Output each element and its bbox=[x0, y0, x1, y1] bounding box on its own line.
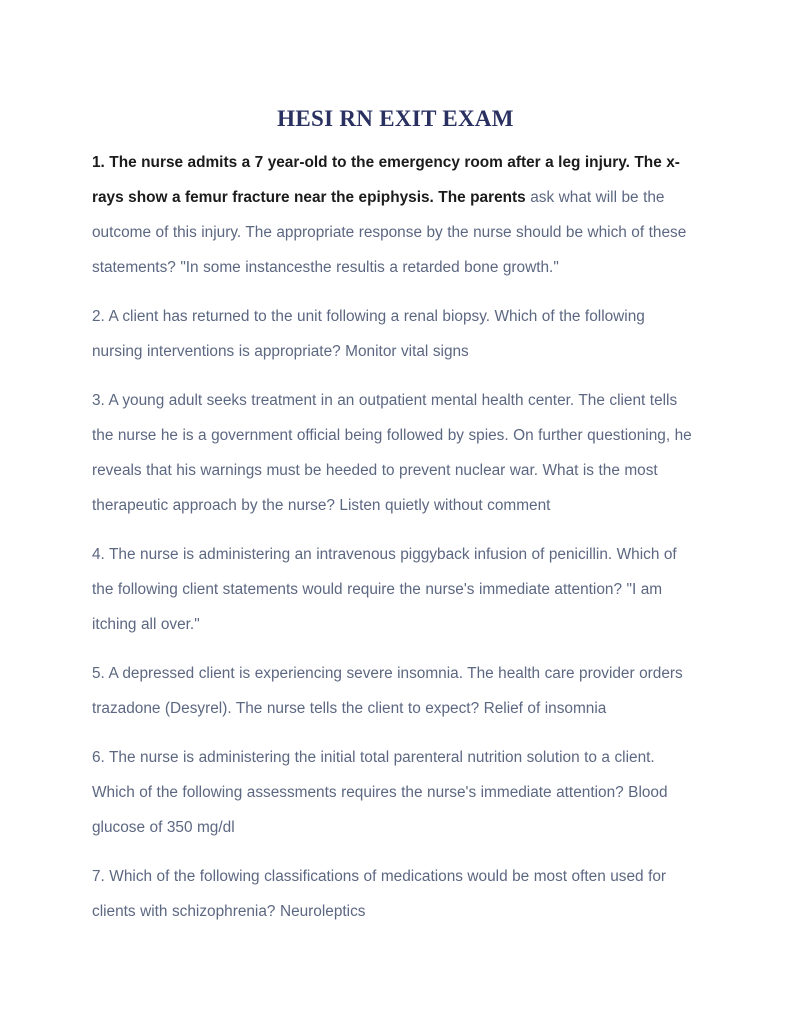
question-lead-text: 1. The nurse admits a 7 year-old to the emergency room after a leg injury. The x-rays show a femur fracture near the epiphysis. The parents bbox=[92, 154, 680, 206]
question-body-text: 2. A client has returned to the unit following a renal biopsy. Which of the following nursing interventions is appropriate? Monitor vital signs bbox=[92, 308, 645, 360]
question-item bbox=[92, 145, 696, 285]
question-item bbox=[92, 299, 696, 369]
question-body-text: 6. The nurse is administering the initial total parenteral nutrition solution to a client. Which of the following assessments requires the nurse's immediate attention? Blood glucose of 350 mg/dl bbox=[92, 749, 668, 836]
page-title: HESI RN EXIT EXAM bbox=[277, 106, 514, 132]
question-item bbox=[92, 859, 696, 929]
question-body-text: ask what will be the outcome of this injury. The appropriate response by the nurse should be which of these statements? "In some instancesthe resultis a retarded bone growth." bbox=[92, 189, 687, 276]
question-list bbox=[92, 145, 696, 929]
question-body-text: 7. Which of the following classifications of medications would be most often used for clients with schizophrenia? Neuroleptics bbox=[92, 868, 667, 920]
question-item bbox=[92, 740, 696, 845]
question-body-text: 3. A young adult seeks treatment in an outpatient mental health center. The client tells the nurse he is a government official being followed by spies. On further questioning, he reveals that his warnings must be heeded to prevent nuclear war. What is the most therapeutic approach by the nurse? Listen quietly without comment bbox=[92, 392, 692, 514]
question-item bbox=[92, 537, 696, 642]
question-item bbox=[92, 656, 696, 726]
question-item bbox=[92, 383, 696, 523]
question-body-text: 4. The nurse is administering an intravenous piggyback infusion of penicillin. Which of the following client statements would require the nurse's immediate attention? "I am itching all over." bbox=[92, 546, 677, 633]
question-body-text: 5. A depressed client is experiencing severe insomnia. The health care provider orders trazadone (Desyrel). The nurse tells the client to expect? Relief of insomnia bbox=[92, 665, 683, 717]
